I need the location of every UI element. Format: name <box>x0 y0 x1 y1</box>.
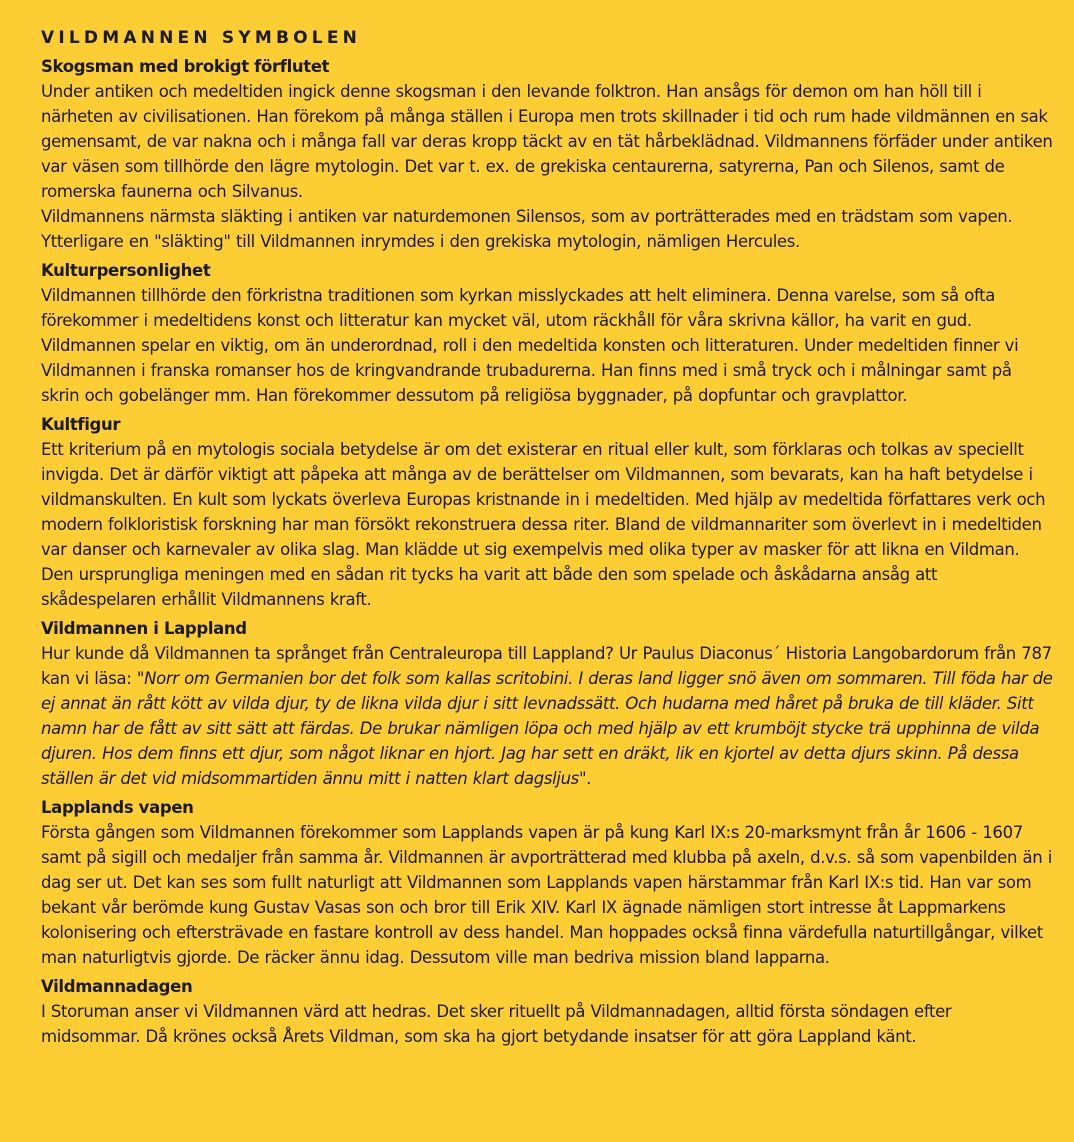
section-heading: Kulturpersonlighet <box>41 261 211 280</box>
section-heading: Kultfigur <box>41 415 121 434</box>
historia-quote: Norr om Germanien bor det folk som kallas scritobini. I deras land ligger snö även om sommaren. Till föda har de ej annat än rått kött av vilda djur, ty de likna vilda djur i sitt levnadssätt. Och hudarna med håret på bruka de till kläder. Sitt namn har de fått av sitt sätt att färdas. De brukar nämligen löpa och med hjälp av ett krumböjt stycke trä upphinna de vilda djuren. Hos dem finns ett djur, som något liknar en hjort. Jag har sett en dräkt, lik en kjortel av detta djurs skinn. På dessa ställen är det vid midsommartiden ännu mitt i natten klart dagsljus <box>41 669 1053 788</box>
section-heading: Lapplands vapen <box>41 798 194 817</box>
quote-intro: Hur kunde då Vildmannen ta språnget från Centraleuropa till Lappland? Ur Paulus Diaconus´ Historia Langobardorum från 787 kan vi läsa: " <box>41 644 1052 688</box>
section-kulturpersonlighet <box>41 258 1054 408</box>
section-paragraph: Under antiken och medeltiden ingick denne skogsman i den levande folktron. Han ansågs för demon om han höll till i närheten av civilisationen. Han förekom på många ställen i Europa men trots skillnader i tid och rum hade vildmännen en sak gemensamt, de var nakna och i många fall var deras kropp täckt av en tät hårbeklädnad. Vildmannens förfäder under antiken var väsen som tillhörde den lägre mytologin. Det var t. ex. de grekiska centaurerna, satyrerna, Pan och Silenos, samt de romerska faunerna och Silvanus. <box>41 82 1053 201</box>
section-heading: Vildmannadagen <box>41 977 193 996</box>
section-paragraph: Vildmannen tillhörde den förkristna traditionen som kyrkan misslyckades att helt eliminera. Denna varelse, som så ofta förekommer i medeltidens konst och litteratur kan mycket väl, utom räckhåll för våra skrivna källor, ha varit en gud. Vildmannen spelar en viktig, om än underordnad, roll i den medeltida konsten och litteraturen. Under medeltiden finner vi Vildmannen i franska romanser hos de kringvandrande trubadurerna. Han finns med i små tryck och i målningar samt på skrin och gobelänger mm. Han förekommer dessutom på religiösa byggnader, på dopfuntar och gravplattor. <box>41 286 1019 405</box>
section-vildmannen-i-lappland <box>41 616 1054 791</box>
section-lapplands-vapen <box>41 795 1054 970</box>
section-kultfigur <box>41 412 1054 612</box>
section-paragraph: Första gången som Vildmannen förekommer som Lapplands vapen är på kung Karl IX:s 20-marksmynt från år 1606 - 1607 samt på sigill och medaljer från samma år. Vildmannen är avporträtterad med klubba på axeln, d.v.s. så som vapenbilden än i dag ser ut. Det kan ses som fullt naturligt att Vildmannen som Lapplands vapen härstammar från Karl IX:s tid. Han var som bekant vår berömde kung Gustav Vasas son och bror till Erik XIV. Karl IX ägnade nämligen stort intresse åt Lappmarkens kolonisering och eftersträvade en fastare kontroll av dess handel. Man hoppades också finna värdefulla naturtillgångar, vilket man naturligtvis gjorde. De räcker ännu idag. Dessutom ville man bedriva mission bland lapparna. <box>41 823 1052 967</box>
section-paragraph: Ett kriterium på en mytologis sociala betydelse är om det existerar en ritual eller kult, som förklaras och tolkas av speciellt invigda. Det är därför viktigt att påpeka att många av de berättelser om Vildmannen, som bevarats, kan ha haft betydelse i vildmanskulten. En kult som lyckats överleva Europas kristnande in i medeltiden. Med hjälp av medeltida författares verk och modern folkloristisk forskning har man försökt rekonstruera dessa riter. Bland de vildmannariter som överlevt in i medeltiden var danser och karnevaler av olika slag. Man klädde ut sig exempelvis med olika typer av masker för att likna en Vildman. Den ursprungliga meningen med en sådan rit tycks ha varit att både den som spelade och åskådarna ansåg att skådespelaren erhållit Vildmannens kraft. <box>41 440 1046 609</box>
section-paragraph: I Storuman anser vi Vildmannen värd att hedras. Det sker rituellt på Vildmannadagen, alltid första söndagen efter midsommar. Då krönes också Årets Vildman, som ska ha gjort betydande insatser för att göra Lappland känt. <box>41 1002 952 1046</box>
section-skogsman <box>41 54 1054 254</box>
section-paragraph-with-quote <box>41 641 1054 791</box>
page-title: VILDMANNEN SYMBOLEN <box>41 28 362 48</box>
section-vildmannadagen <box>41 974 1054 1049</box>
section-heading: Skogsman med brokigt förflutet <box>41 57 330 76</box>
quote-outro: ". <box>578 769 592 788</box>
section-heading: Vildmannen i Lappland <box>41 619 247 638</box>
section-paragraph: Vildmannens närmsta släkting i antiken var naturdemonen Silensos, som av porträtterades med en trädstam som vapen. Ytterligare en "släkting" till Vildmannen inrymdes i den grekiska mytologin, nämligen Hercules. <box>41 207 1013 251</box>
